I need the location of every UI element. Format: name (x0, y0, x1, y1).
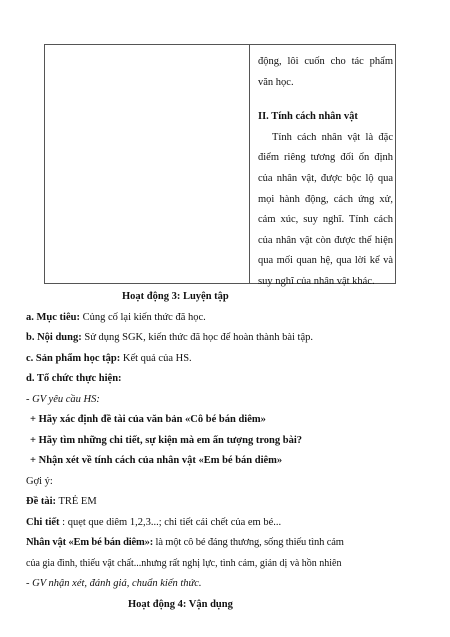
gv-request-line: - GV yêu cầu HS: (26, 393, 100, 405)
section-heading: II. Tính cách nhân vật (258, 111, 358, 123)
character-line-1: Nhân vật «Em bé bán diêm»: là một cô bé đáng thương, sống thiếu tình cảm (26, 537, 344, 548)
hint-label: Gợi ý: (26, 475, 53, 487)
task-2: + Hãy tìm những chi tiết, sự kiện mà em ấn tượng trong bài? (30, 434, 303, 446)
content-line: b. Nội dung: Sử dụng SGK, kiến thức đã học để hoàn thành bài tập. (26, 332, 313, 343)
character-definition-paragraph: Tính cách nhân vật là đặc điểm riêng tương đối ổn định của nhân vật, được bộc lộ qua mọi hành động, cách ứng xử, cảm xúc, suy nghĩ. Tính cách của nhân vật còn được thể hiện qua mối quan hệ, qua lời kể và suy nghĩ của nhân vật khác. (258, 131, 393, 287)
character-line-2: của gia đình, thiếu vật chất...nhưng rất nghị lực, tình cảm, giản dị và hồn nhiên (26, 557, 342, 569)
topic-line: Đề tài: TRẺ EM (26, 496, 97, 507)
continuation-text: động, lôi cuốn cho tác phẩm văn học. (258, 56, 393, 88)
organization-label: d. Tổ chức thực hiện: (26, 373, 122, 384)
table-right-cell (258, 52, 393, 293)
table-column-divider (249, 45, 250, 283)
goal-line: a. Mục tiêu: Củng cố lại kiến thức đã học. (26, 311, 206, 323)
task-3: + Nhận xét về tính cách của nhân vật «Em bé bán diêm» (30, 455, 283, 466)
activity3-title: Hoạt động 3: Luyện tập (122, 291, 229, 302)
gv-assess-line: - GV nhận xét, đánh giá, chuẩn kiến thức. (26, 578, 202, 589)
product-line: c. Sản phẩm học tập: Kết quả của HS. (26, 352, 192, 364)
content-table (44, 44, 396, 287)
lesson-body (26, 287, 396, 615)
activity4-title: Hoạt động 4: Vận dụng (128, 598, 233, 610)
detail-line: Chi tiết : quẹt que diêm 1,2,3...; chi tiết cái chết của em bé... (26, 516, 282, 528)
task-1: + Hãy xác định đề tài của văn bản «Cô bé bán diêm» (30, 414, 266, 425)
